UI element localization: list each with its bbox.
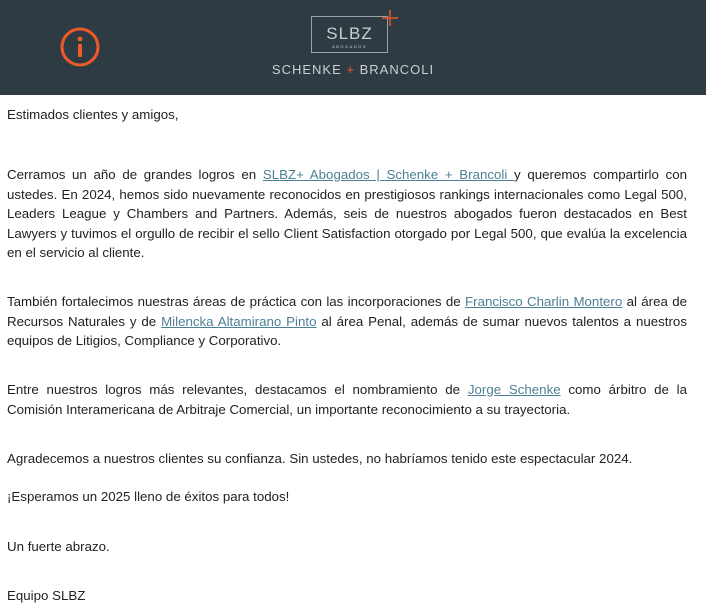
p2-text-a: También fortalecimos nuestras áreas de práctica con las incorporaciones de	[7, 294, 466, 309]
p1-text-a: Cerramos un año de grandes logros en	[7, 167, 263, 182]
logo	[311, 16, 388, 53]
p2-text-c: al área Penal, además de sumar nuevos talentos a nuestros equipos de Litigios, Compliance y Corporativo.	[7, 313, 687, 348]
p3-text-b: como árbitro de la Comisión Interamericana de Arbitraje Comercial, un importante reconocimiento a su trayectoria.	[7, 382, 688, 417]
firm-name	[0, 63, 706, 77]
paragraph-farewell: Un fuerte abrazo.	[7, 539, 110, 554]
logo-sub-text: ABOGADOS	[332, 44, 367, 49]
logo-plus-icon	[381, 9, 399, 27]
greeting: Estimados clientes y amigos,	[7, 107, 179, 122]
firm-name-left: SCHENKE	[271, 62, 342, 77]
paragraph-achievements	[7, 165, 687, 263]
paragraph-hires	[7, 292, 687, 351]
p3-text-a: Entre nuestros logros más relevantes, destacamos el nombramiento de	[7, 382, 468, 397]
p1-text-b: y queremos compartirlo con ustedes. En 2024, hemos sido nuevamente reconocidos en prestigiosos rankings internacionales como Legal 500, Leaders League y Chambers and Partners. Además, seis de nuestros abogados fueron destacados en Best Lawyers y tuvimos el orgullo de recibir el sello Client Satisfaction otorgado por Legal 500, que evalúa la excelencia en el servicio al cliente.	[7, 167, 687, 260]
firm-link[interactable]: SLBZ+ Abogados | Schenke + Brancoli	[262, 167, 515, 182]
francisco-charlin-link[interactable]: Francisco Charlin Montero	[465, 294, 623, 309]
email-header	[0, 0, 706, 95]
paragraph-wishes: ¡Esperamos un 2025 lleno de éxitos para todos!	[7, 489, 290, 504]
jorge-schenke-link[interactable]: Jorge Schenke	[467, 382, 561, 397]
paragraph-thanks: Agradecemos a nuestros clientes su confianza. Sin ustedes, no habríamos tenido este espectacular 2024.	[7, 451, 633, 466]
signature: Equipo SLBZ	[7, 588, 86, 603]
firm-name-plus: +	[346, 62, 355, 77]
p2-text-b: al área de Recursos Naturales y de	[7, 294, 687, 329]
milencka-altamirano-link[interactable]: Milencka Altamirano Pinto	[161, 313, 317, 329]
firm-name-right: BRANCOLI	[359, 62, 435, 77]
logo-main-text: SLBZ	[326, 24, 373, 43]
info-circle-icon[interactable]	[59, 26, 101, 68]
paragraph-appointment	[7, 380, 687, 419]
